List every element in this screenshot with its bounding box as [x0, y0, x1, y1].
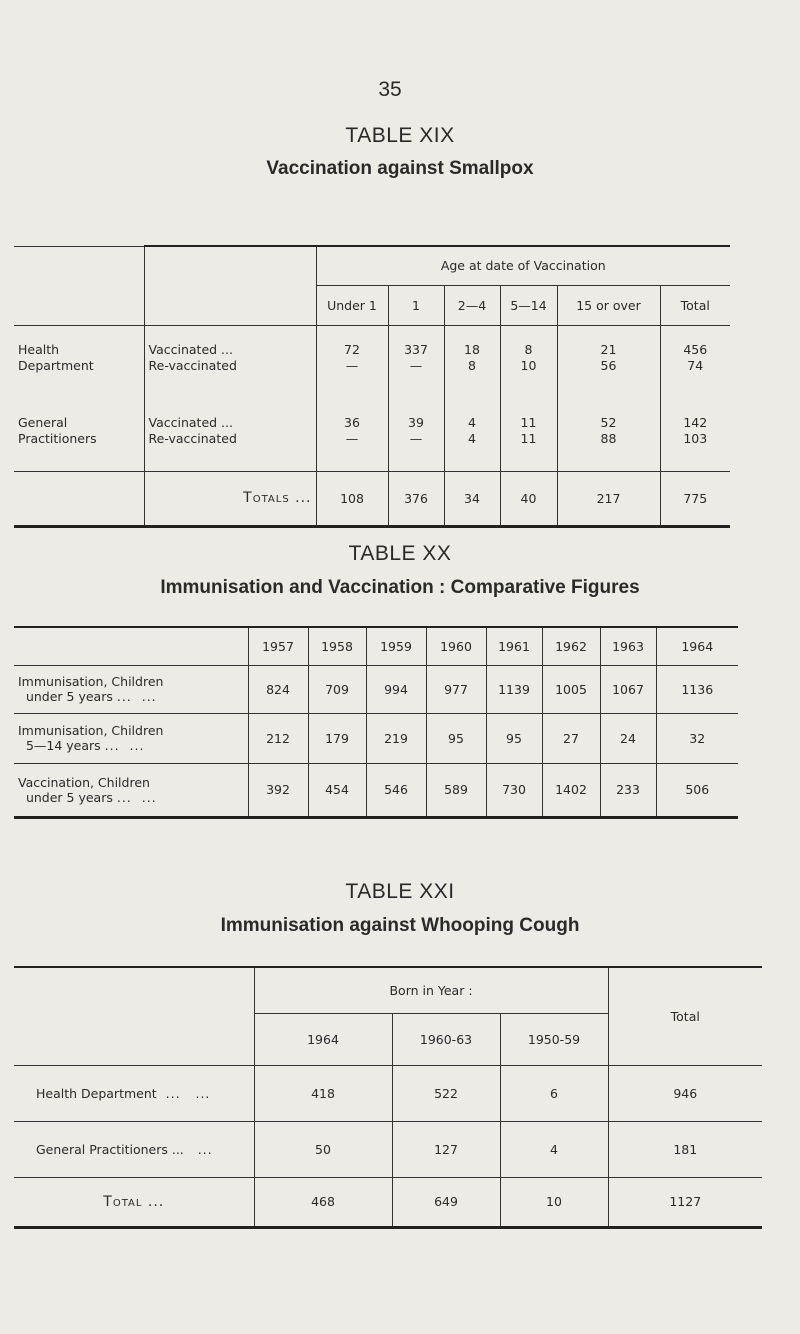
table-19-title: TABLE XIX: [345, 124, 455, 147]
table-20-title: TABLE XX: [348, 542, 452, 565]
totals-row: Total ... 468 649 10 1127: [14, 1177, 762, 1227]
totals-row: Totals ... 108 376 34 40 217 775: [14, 471, 730, 526]
table-20: 1957 1958 1959 1960 1961 1962 1963 1964 Immunisation, Children under 5 years ... ... 824 709 994 977 1139 1005 1067 1136 Immunisation, Children 5—14 years ... ... 212 179 219 95 95 27 24 32 Vaccination, Children under 5 years ... ... 392 454 546 589 730 1402 233 506: [14, 626, 738, 819]
col-header: 15 or over: [557, 285, 660, 325]
col-header: 2—4: [444, 285, 500, 325]
table-row: Immunisation, Children 5—14 years ... ... 212 179 219 95 95 27 24 32: [14, 713, 738, 763]
table-19: [14, 245, 730, 528]
total-header: Total: [608, 967, 762, 1065]
table-row: Health Department ... ... 418 522 6 946: [14, 1065, 762, 1121]
table-20-subtitle: Immunisation and Vaccination : Comparative Figures: [160, 577, 640, 598]
table-21: Born in Year : Total 1964 1960-63 1950-59 Health Department ... ... 418 522 6 946 General Practitioners ... ... 50 127 4 181 Total ... 468 649 10 1127: [14, 966, 762, 1229]
table-21-title: TABLE XXI: [345, 880, 455, 903]
born-in-year-header: Born in Year :: [254, 967, 608, 1013]
page-number: 35: [378, 78, 402, 101]
age-group-header: Age at date of Vaccination: [316, 246, 730, 285]
table-row: Health Department Vaccinated ... Re-vaccinated 72 — 337 — 18 8 8 10 21 56 456 74: [14, 325, 730, 391]
col-header: Total: [660, 285, 730, 325]
col-header: Under 1: [316, 285, 388, 325]
table-row: General Practitioners ... ... 50 127 4 181: [14, 1121, 762, 1177]
table-19-subtitle: Vaccination against Smallpox: [266, 158, 534, 179]
table-21-subtitle: Immunisation against Whooping Cough: [220, 915, 580, 936]
totals-label: Total ...: [103, 1193, 165, 1210]
table-row: Immunisation, Children under 5 years ... ... 824 709 994 977 1139 1005 1067 1136: [14, 665, 738, 713]
totals-label: Totals ...: [243, 490, 312, 506]
table-row: General Practitioners Vaccinated ... Re-vaccinated 36 — 39 — 4 4 11 11 52 88 142 103: [14, 391, 730, 471]
col-header: 1: [388, 285, 444, 325]
table-row: Vaccination, Children under 5 years ... ... 392 454 546 589 730 1402 233 506: [14, 763, 738, 817]
col-header: 5—14: [500, 285, 557, 325]
